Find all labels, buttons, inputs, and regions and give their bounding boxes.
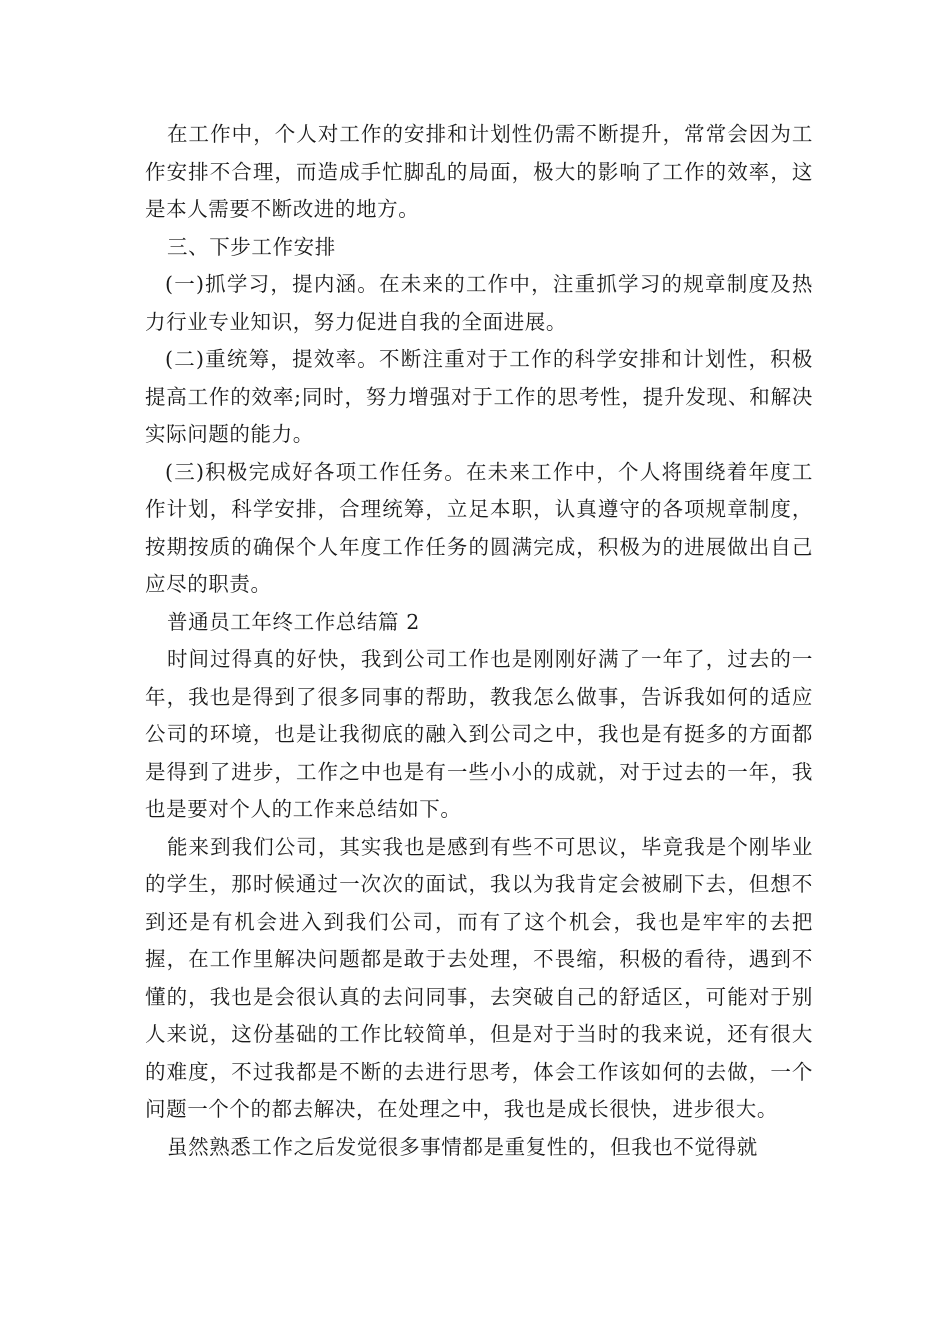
article-title-part-2: 普通员工年终工作总结篇 2 <box>167 609 420 634</box>
paragraph-joining-company: 能来到我们公司，其实我也是感到有些不可思议，毕竟我是个刚毕业的学生，那时候通过一次次的面试，我以为我肯定会被刷下去，但想不到还是有机会进入到我们公司，而有了这个机会，我也是牢牢的去把握，在工作里解决问题都是敢于去处理，不畏缩，积极的看待，遇到不懂的，我也是会很认真的去问同事，去突破自己的舒适区，可能对于别人来说，这份基础的工作比较简单，但是对于当时的我来说，还有很大的难度，不过我都是不断的去进行思考，体会工作该如何的去做，一个问题一个个的都去解决，在处理之中，我也是成长很快，进步很大。 <box>145 834 813 1121</box>
document-body <box>145 116 813 1166</box>
section-heading-next-steps: 三、下步工作安排 <box>167 234 336 259</box>
list-item-tasks: (三)积极完成好各项工作任务。在未来工作中，个人将围绕着年度工作计划，科学安排，合理统筹，立足本职，认真遵守的各项规章制度，按期按质的确保个人年度工作任务的圆满完成，积极为的进展做出自己应尽的职责。 <box>145 459 813 596</box>
paragraph-one-year: 时间过得真的好快，我到公司工作也是刚刚好满了一年了，过去的一年，我也是得到了很多同事的帮助，教我怎么做事，告诉我如何的适应公司的环境，也是让我彻底的融入到公司之中，我也是有挺多的方面都是得到了进步，工作之中也是有一些小小的成就，对于过去的一年，我也是要对个人的工作来总结如下。 <box>145 647 813 821</box>
paragraph-repetitive-work: 虽然熟悉工作之后发觉很多事情都是重复性的，但我也不觉得就 <box>167 1134 758 1159</box>
list-item-study: (一)抓学习，提内涵。在未来的工作中，注重抓学习的规章制度及热力行业专业知识，努力促进自我的全面进展。 <box>145 272 813 334</box>
paragraph-work-planning: 在工作中，个人对工作的安排和计划性仍需不断提升，常常会因为工作安排不合理，而造成手忙脚乱的局面，极大的影响了工作的效率，这是本人需要不断改进的地方。 <box>145 122 813 221</box>
list-item-coordination: (二)重统筹，提效率。不断注重对于工作的科学安排和计划性，积极提高工作的效率;同时，努力增强对于工作的思考性，提升发现、和解决实际问题的能力。 <box>145 347 813 446</box>
